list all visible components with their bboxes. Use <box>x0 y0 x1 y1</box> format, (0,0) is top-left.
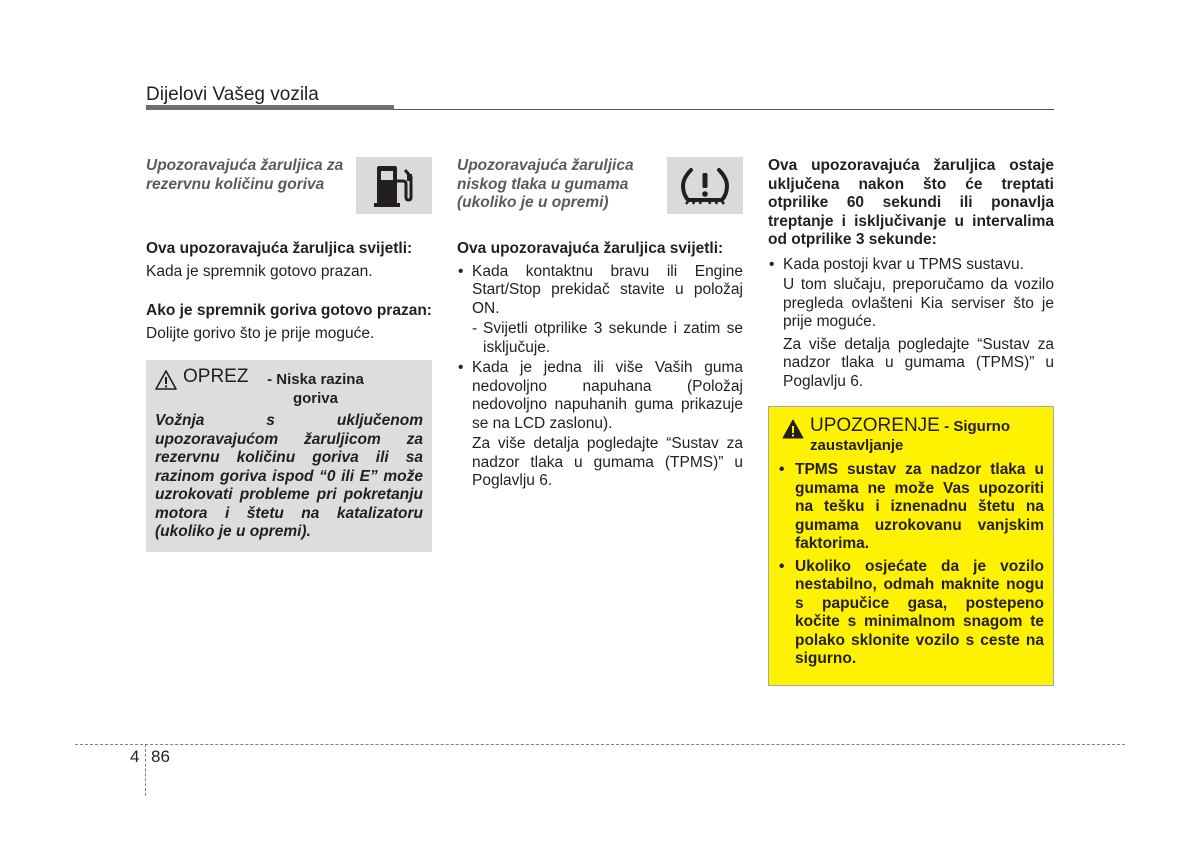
tpms-malfunction-bullet <box>768 256 1054 275</box>
column-tpms-warning <box>457 157 743 495</box>
bullet-dot: • <box>769 255 775 273</box>
tpms-reference-text: Za više detalja pogledajte “Sustav za nadzor tlaka u gumama (TPMS)” u Poglavlju 6. <box>472 435 743 489</box>
fuel-lamp-title: Upozoravajuća žaruljica za rezervnu količinu goriva <box>146 157 344 193</box>
tpms-bullet-underinflated <box>457 359 743 433</box>
fuel-empty-heading: Ako je spremnik goriva gotovo prazan: <box>146 302 432 319</box>
tpms-bullet-ignition-sub-text: Svijetli otprilike 3 sekunde i zatim se isključuje. <box>483 320 743 356</box>
warning-item-text: TPMS sustav za nadzor tlaka u gumama ne može Vas upozoriti na tešku i iznenadnu štetu na gumama uzrokovanu vanjskim faktorima. <box>795 461 1044 552</box>
tpms-lamp-condition-heading: Ova upozoravajuća žaruljica svijetli: <box>457 240 724 257</box>
header-rule-accent <box>146 105 394 110</box>
warning-box <box>768 406 1054 686</box>
sub-dash: - <box>472 320 478 337</box>
tpms-malfunction-reference: Za više detalja pogledajte “Sustav za nadzor tlaka u gumama (TPMS)” u Poglavlju 6. <box>783 335 1054 390</box>
caution-label: OPREZ <box>183 366 249 387</box>
caution-body: Vožnja s uključenom upozoravajućom žaruljicom za rezervnu količinu goriva ili sa razinom goriva ispod “0 ili E” može uzrokovati probleme pri pokretanju motora i štetu na katalizatoru (ukoliko je u opremi). <box>155 412 423 540</box>
tpms-lamp-heading <box>457 157 743 214</box>
tpms-malfunction-heading: Ova upozoravajuća žaruljica ostaje uključena nakon što će treptati otprilike 60 sekundi ili ponavlja treptanje i isključivanje u intervalima od otprilike 3 sekunde: <box>768 157 1054 248</box>
column-fuel-warning <box>146 157 432 552</box>
tpms-bullet-ignition <box>457 263 743 319</box>
warning-heading-text <box>810 417 1044 455</box>
tpms-bullet-ignition-sub <box>457 320 743 357</box>
tpms-malfunction-bullet-text: Kada postoji kvar u TPMS sustavu. <box>783 255 1024 273</box>
warning-item-text: Ukoliko osjećate da je vozilo nestabilno, odmah maknite nogu s papučice gasa, postepeno kočite s minimalnom snagom te polako sklonite vozilo s ceste na sigurno. <box>795 557 1044 667</box>
caution-box <box>146 360 432 552</box>
fuel-lamp-heading <box>146 157 432 214</box>
bullet-dot: • <box>458 359 464 376</box>
warning-heading <box>778 417 1044 455</box>
tpms-warning-icon <box>667 157 743 214</box>
caution-subtitle: - Niska razina goriva <box>267 371 364 407</box>
page-number: 86 <box>151 747 170 766</box>
bullet-dot: • <box>779 461 785 478</box>
fuel-lamp-condition-heading: Ova upozoravajuća žaruljica svijetli: <box>146 240 413 257</box>
caution-heading <box>155 368 423 408</box>
tpms-bullet-ignition-text: Kada kontaktnu bravu ili Engine Start/Stop prekidač stavite u položaj ON. <box>472 262 743 317</box>
tpms-malfunction-advice: U tom slučaju, preporučamo da vozilo pregleda ovlašteni Kia serviser što je prije moguće. <box>783 276 1054 330</box>
warning-item <box>778 461 1044 554</box>
fuel-pump-icon <box>356 157 432 214</box>
footer-dashed-divider <box>145 744 146 796</box>
bullet-dot: • <box>779 557 785 575</box>
caution-triangle-icon <box>155 370 177 396</box>
chapter-number: 4 <box>130 747 140 766</box>
fuel-lamp-condition-text: Kada je spremnik gotovo prazan. <box>146 262 373 280</box>
warning-subtitle: - Sigurno zaustavljanje <box>810 418 1010 454</box>
column-tpms-malfunction <box>768 157 1054 686</box>
warning-list <box>778 461 1044 669</box>
bullet-dot: • <box>458 262 464 280</box>
warning-triangle-icon <box>782 419 804 445</box>
tpms-lamp-title: Upozoravajuća žaruljica niskog tlaka u gumama (ukoliko je u opremi) <box>457 157 634 211</box>
footer-dashed-rule <box>75 744 1125 745</box>
fuel-empty-text: Dolijte gorivo što je prije moguće. <box>146 324 375 342</box>
warning-item <box>778 558 1044 669</box>
page-header-title: Dijelovi Vašeg vozila <box>146 84 319 105</box>
tpms-bullet-underinflated-text: Kada je jedna ili više Vaših guma nedovoljno napuhana (Položaj nedovoljno napuhanih guma prikazuje se na LCD zaslonu). <box>472 359 743 432</box>
warning-label: UPOZORENJE <box>810 415 940 436</box>
